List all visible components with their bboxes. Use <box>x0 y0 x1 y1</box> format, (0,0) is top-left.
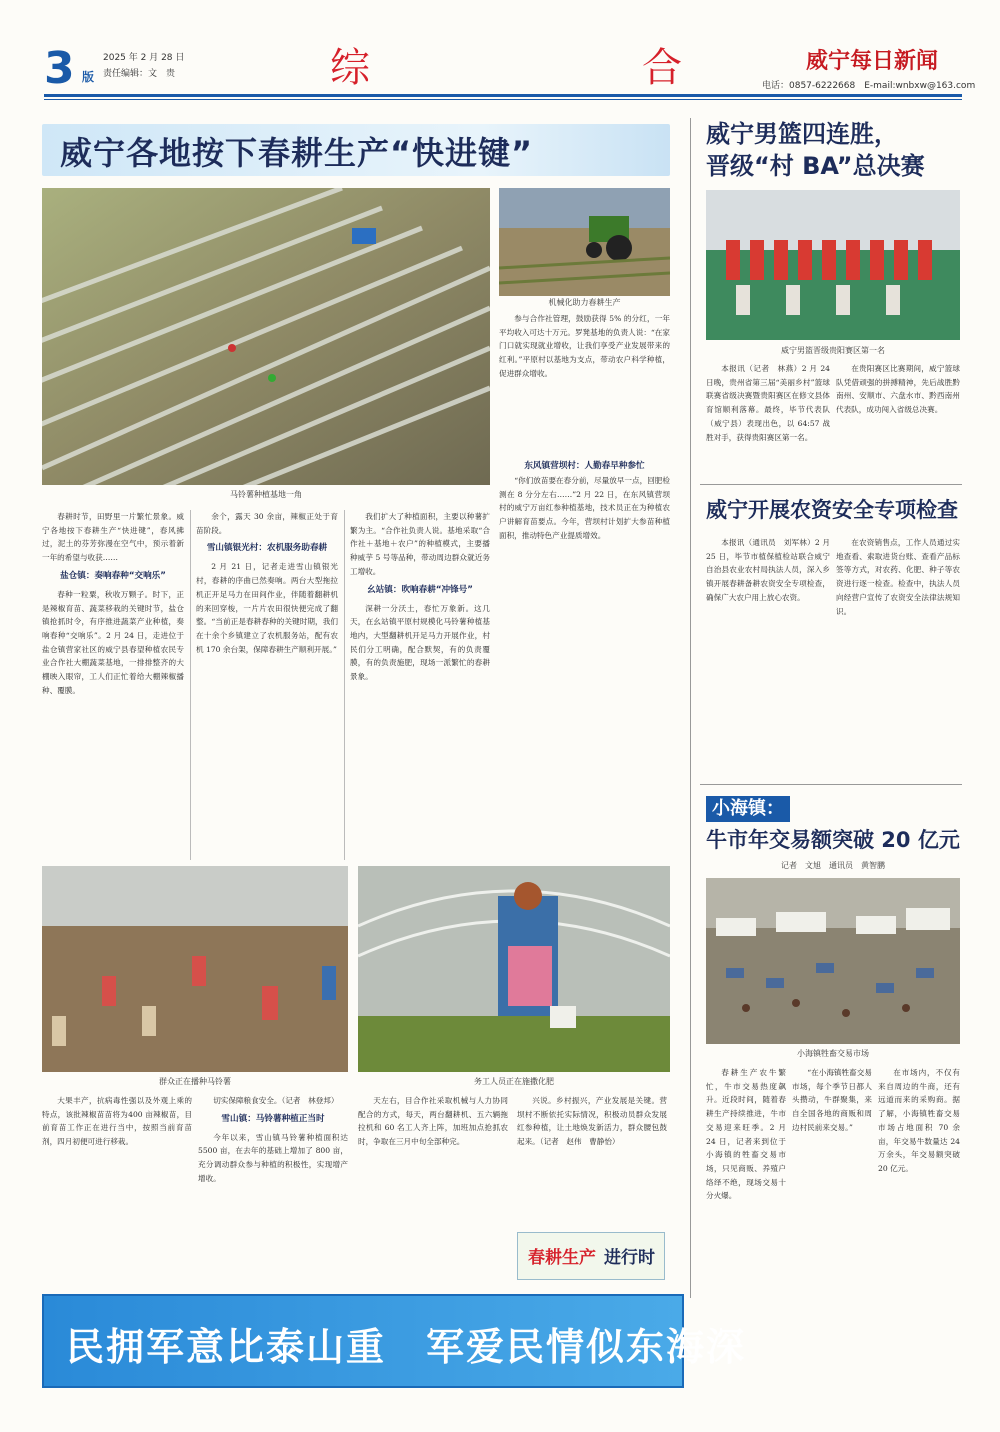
sidebar-rule <box>700 484 962 485</box>
article-col-2 <box>196 510 338 860</box>
subhead-yaozhan: 幺站镇：吹响春耕“冲锋号” <box>367 584 473 595</box>
cattle-text-a-content: 春耕生产农牛繁忙，牛市交易热度飙升。近段时间，随着春耕生产持续推进，牛市交易迎来旺季。2 月 24 日，记者来到位于小海镇的牲畜交易市场，只见商贩、养殖户络绎不绝，现场交易十分火爆。 <box>706 1068 786 1201</box>
section-title <box>330 36 690 93</box>
cattle-text-b-content: “在小海镇牲畜交易市场，每个季节日都人头攒动，牛群聚集，来自全国各地的商贩和周边村民前来交易。” <box>792 1068 872 1132</box>
sidebar-divider <box>690 118 691 1298</box>
column-rule <box>344 510 345 860</box>
article-col-4b-text: “你们放苗要在春分前，尽量放早一点，回肥检测在 8 分分左右……”2 月 22 日，在东风镇营坝村的威宁万亩红参种植基地，技术员正在为种植农户讲解育苗要点。今年，营坝村计划扩大参苗种植面积，推动特色产业提质增效。 <box>499 476 670 540</box>
article-col-6-text: 切实保障粮食安全。（记者 林登邦） <box>213 1096 339 1105</box>
article-col-4-text: 参与合作社管理，鼓励获得 5% 的分红，一年平均收入可达十万元。罗凳基地的负责人说：“在家门口就实现就业增收，让我们享受产业发展带来的红利。”平原村以基地为支点，带动农户科学种植，促进群众增收。 <box>499 314 670 378</box>
subhead-dongfeng: 东风镇营坝村：人勤春早种参忙 <box>524 461 645 471</box>
section-title-char-2: 合 <box>642 45 690 91</box>
page-number <box>44 44 96 94</box>
photo-potato-field <box>42 188 490 485</box>
basketball-headline-line2: 晋级“村 BA”总决赛 <box>706 152 925 180</box>
subhead-yinguang: 雪山镇银光村：农机服务助春耕 <box>206 543 328 554</box>
article-col-5 <box>42 1094 192 1286</box>
main-headline: 威宁各地按下春耕生产“快进键” <box>60 134 534 172</box>
basketball-photo-caption: 威宁男篮晋级贵阳赛区第一名 <box>781 346 885 355</box>
article-col-2b-text: 2 月 21 日，记者走进雪山镇银光村，春耕的序曲已然奏响。两台大型拖拉机正开足马力在田间作业，伴随着翻耕机的来回穿梭，一片片农田很快便完成了翻整。“当前正是春耕春种的关键时期，我们在十余个乡镇建立了农机服务站，配有农机 170 余台架，保障春耕生产顺利开展。” <box>196 562 338 654</box>
photo-tractor-caption: 机械化助力春耕生产 <box>548 298 621 307</box>
cattle-market-headline: 牛市年交易额突破 20 亿元 <box>706 828 960 852</box>
article-col-7-text: 天左右，目合作社采取机械与人力协同配合的方式，每天，两台翻耕机、五六辆拖拉机和 60 名工人齐上阵，加班加点抢抓农时，争取在三月中旬全部种完。 <box>358 1096 508 1147</box>
basketball-headline-line1: 威宁男篮四连胜， <box>706 120 898 148</box>
spring-farming-logo <box>517 1232 665 1280</box>
photo-cattle-market <box>706 878 960 1044</box>
article-col-4 <box>499 312 670 452</box>
xiaohai-tag: 小海镇： <box>706 796 790 822</box>
basketball-text-a <box>706 362 830 480</box>
spring-logo-blue: 进行时 <box>604 1248 655 1268</box>
cattle-byline: 记者 文旭 通讯员 黄智鹏 <box>781 861 885 870</box>
article-col-4b <box>499 474 670 860</box>
sidebar-rule <box>700 784 962 785</box>
article-col-3 <box>350 510 490 860</box>
agri-inspection-headline: 威宁开展农资安全专项检查 <box>706 498 958 522</box>
responsible-editor: 责任编辑：文 贵 <box>103 69 176 79</box>
basketball-text-b-content: 在贵阳赛区比赛期间，威宁篮球队凭借顽强的拼搏精神，先后战胜黔南州、安顺市、六盘水市、黔西南州代表队，成功闯入省级总决赛。 <box>836 364 960 415</box>
newspaper-name: 威宁每日新闻 <box>806 48 939 74</box>
agri-text-b <box>836 536 960 776</box>
cattle-text-c <box>878 1066 960 1388</box>
photo-potato-field-caption: 马铃薯种植基地一角 <box>230 490 302 499</box>
article-col-1 <box>42 510 184 860</box>
article-col-8-text: 兴说。乡村振兴，产业发展是关键。营坝村不断依托实际情况，积极动员群众发展红参种植，让土地焕发新活力，群众腰包鼓起来。（记者 赵伟 曹静怡） <box>517 1096 667 1147</box>
slogan-text: 民拥军意比泰山重 军爱民情似东海深 <box>66 1325 747 1369</box>
page-number-digit: 3 <box>44 43 75 94</box>
issue-date: 2025 年 2 月 28 日 <box>103 53 185 63</box>
agri-text-a <box>706 536 830 776</box>
masthead-rule <box>44 94 962 97</box>
cattle-photo-caption: 小海镇牲畜交易市场 <box>797 1049 869 1058</box>
photo-basketball-team <box>706 190 960 340</box>
photo-sowing-caption: 群众正在播种马铃薯 <box>159 1077 231 1086</box>
slogan-banner <box>42 1294 747 1388</box>
article-col-7 <box>358 1094 508 1286</box>
masthead-rule-thin <box>44 99 962 100</box>
article-col-5-text: 大果丰产，抗病毒性强以及外观上乘的特点，该批辣椒苗苗将为400 亩辣椒苗，目前育苗工作正在进行当中，按照当前育苗剂，四月初便可进行移栽。 <box>42 1096 192 1147</box>
basketball-text-b <box>836 362 960 480</box>
article-col-2-text: 余个，露天 30 余亩，辣椒正处于育苗阶段。 <box>196 512 338 535</box>
article-intro: 春耕时节，田野里一片繁忙景象。威宁各地按下春耕生产“快进键”，春风拂过，泥土的芬芳弥漫在空气中，预示着新一年的希望与收获…… <box>42 512 184 563</box>
cattle-text-b <box>792 1066 872 1388</box>
article-col-6 <box>198 1094 348 1286</box>
agri-text-b-content: 在农资销售点，工作人员通过实地查看、索取进货台账、查看产品标签等方式，对农药、化肥、种子等农资进行逐一检查。检查中，执法人员向经营户宣传了农资安全法律法规知识。 <box>836 538 960 616</box>
photo-sowing <box>42 866 348 1072</box>
cattle-text-c-content: 在市场内，不仅有来自周边的牛商，还有远道而来的采购商。据了解，小海镇牲畜交易市场占地面积 70 余亩，年交易牛数量达 24 万余头，年交易额突破 20 亿元。 <box>878 1068 960 1173</box>
agri-text-a-content: 本报讯（通讯员 刘军林）2 月 25 日，毕节市植保植检站联合威宁自治县农业农村局执法人员，深入乡镇开展春耕备耕农资安全专项检查，确保广大农户用上放心农资。 <box>706 538 830 602</box>
page-number-suffix: 版 <box>82 70 95 84</box>
article-col-3b-text: 深耕一分沃土，春忙万象新。这几天，在幺站镇平原村规模化马铃薯种植基地内，大型翻耕机开足马力开展作业，村民们分工明确，配合默契，有的负责覆膜，有的负责施肥，现场一派繁忙的春耕景象。 <box>350 603 490 682</box>
cattle-text-a <box>706 1066 786 1388</box>
spring-logo-red: 春耕生产 <box>528 1248 596 1268</box>
column-rule <box>190 510 191 860</box>
article-col-8 <box>517 1094 667 1226</box>
basketball-headline <box>706 118 964 182</box>
photo-fertilizer <box>358 866 670 1072</box>
contact-info: 电话：0857-6222668 E-mail:wnbxw@163.com <box>762 81 976 91</box>
article-col-6b-text: 今年以来，雪山镇马铃薯种植面积达 5500 亩，在去年的基础上增加了 800 亩，充分调动群众参与种植的积极性，实现增产增收。 <box>198 1132 348 1183</box>
section-title-char-1: 综 <box>330 45 378 91</box>
photo-tractor <box>499 188 670 296</box>
photo-fertilizer-caption: 务工人员正在施撒化肥 <box>474 1077 554 1086</box>
article-col-3-text: 我们扩大了种植面积，主要以种薯扩繁为主。“合作社负责人说。基地采取“合作社＋基地＋农户”的种植模式，主要播种威芋 5 号等品种，带动周边群众就近务工增收。 <box>350 512 490 576</box>
subhead-yancang: 盐仓镇：奏响春种“交响乐” <box>60 570 166 581</box>
subhead-xueshan: 雪山镇：马铃薯种植正当时 <box>221 1113 325 1124</box>
basketball-text-a-content: 本报讯（记者 林燕）2 月 24 日晚，贵州省第三届“美丽乡村”篮球联赛省级决赛暨贵阳赛区在修文县体育馆顺利落幕。最终，毕节代表队（威宁县）表现出色，以 64:57 战胜对手，获得贵阳赛区第一名。 <box>706 364 830 442</box>
article-col-1b-text: 春种一粒粟，秋收万颗子。时下，正是辣椒育苗、蔬菜移栽的关键时节，盐仓镇抢抓时令，有序推进蔬菜产业种植，奏响春种“交响乐”。2 月 24 日，走进位于盐仓镇营家社区的威宁县春望种植农民专业合作社大棚蔬菜基地，一排排整齐的大棚映入眼帘，工人们正忙着给大棚辣椒播种、覆膜。 <box>42 589 184 695</box>
